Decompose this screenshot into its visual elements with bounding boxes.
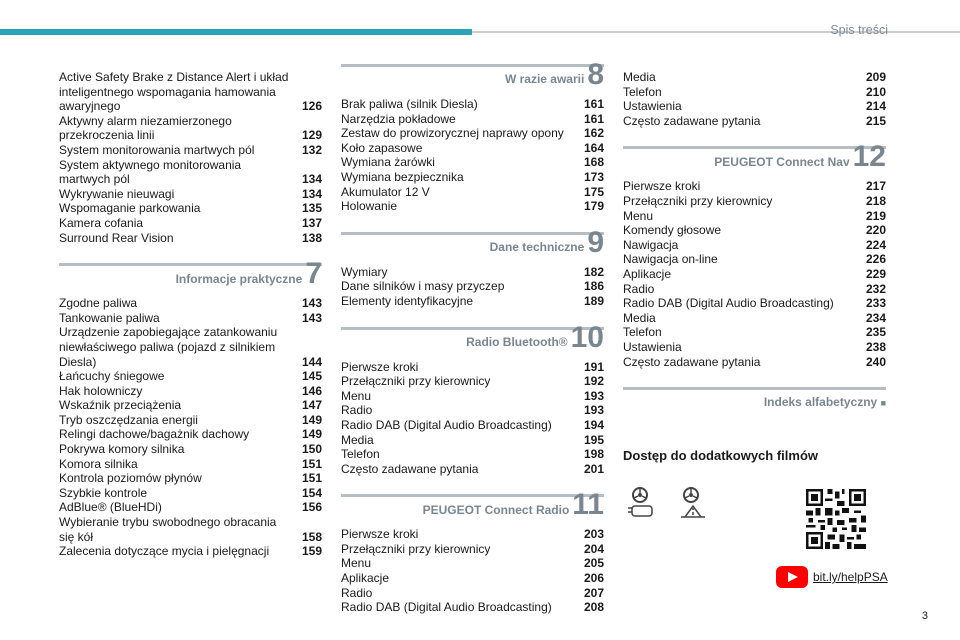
- toc-entry-page: 229: [865, 266, 886, 281]
- toc-entry-title: Menu: [341, 388, 372, 403]
- toc-entry-title: Szybkie kontrole: [59, 485, 148, 500]
- toc-entry-title: Aplikacje: [341, 571, 390, 586]
- toc-entry-title: Zestaw do prowizorycznej naprawy opony: [341, 126, 564, 141]
- toc-entry-title: Radio: [623, 281, 655, 296]
- toc-entry[interactable]: [341, 586, 604, 601]
- toc-entry[interactable]: [623, 355, 886, 370]
- toc-entry[interactable]: [59, 427, 322, 442]
- toc-entry-page: 218: [865, 193, 886, 208]
- toc-entry-page: 175: [583, 184, 604, 199]
- toc-list: [341, 265, 604, 309]
- toc-entry-title: Wskaźnik przeciążenia: [59, 398, 182, 413]
- toc-entry-title: Wspomaganie parkowania: [59, 201, 201, 216]
- toc-entry[interactable]: [623, 296, 886, 311]
- toc-entry-title: Pierwsze kroki: [623, 179, 701, 194]
- toc-entry-title: Active Safety Brake z Distance Alert i układ inteligentnego wspomagania hamowania awaryjnego: [59, 70, 289, 114]
- toc-entry-page: 210: [865, 84, 886, 99]
- steering-wheel-hand-icon: [626, 486, 662, 527]
- toc-entry[interactable]: [59, 114, 322, 143]
- toc-list: [59, 296, 322, 559]
- toc-entry-page: 126: [301, 99, 322, 114]
- chapter-header-8: [341, 58, 604, 94]
- toc-list: [341, 360, 604, 477]
- toc-entry-page: 189: [583, 293, 604, 308]
- steering-wheel-road-icon: [677, 486, 713, 527]
- chapter-rule: [623, 387, 886, 390]
- toc-entry-page: 193: [583, 403, 604, 418]
- toc-entry[interactable]: [623, 209, 886, 224]
- chapter-header-7: [59, 257, 322, 293]
- toc-entry-title: Telefon: [341, 447, 380, 462]
- toc-entry-page: 149: [301, 427, 322, 442]
- toc-entry[interactable]: [623, 85, 886, 100]
- toc-entry[interactable]: [623, 70, 886, 85]
- toc-entry-page: 134: [301, 186, 322, 201]
- toc-entry[interactable]: [59, 442, 322, 457]
- toc-entry-title: Wymiana bezpiecznika: [341, 169, 464, 184]
- toc-entry-page: 208: [583, 600, 604, 615]
- toc-entry[interactable]: [59, 216, 322, 231]
- toc-entry[interactable]: [623, 194, 886, 209]
- toc-entry-title: Przełączniki przy kierownicy: [623, 193, 773, 208]
- toc-entry-page: 179: [583, 199, 604, 214]
- toc-entry-title: Pokrywa komory silnika: [59, 442, 185, 457]
- toc-entry-title: Nawigacja on-line: [623, 252, 718, 267]
- toc-entry-title: Kontrola poziomów płynów: [59, 471, 202, 486]
- toc-entry-page: 129: [301, 128, 322, 143]
- toc-entry[interactable]: [341, 600, 604, 615]
- youtube-icon: [776, 566, 808, 588]
- toc-entry-page: 164: [583, 140, 604, 155]
- toc-entry[interactable]: [59, 544, 322, 559]
- toc-entry-title: Hak holowniczy: [59, 383, 143, 398]
- toc-entry-title: Media: [341, 432, 374, 447]
- toc-entry-page: 238: [865, 339, 886, 354]
- toc-entry-page: 154: [301, 485, 322, 500]
- toc-entry[interactable]: [341, 126, 604, 141]
- toc-entry[interactable]: [341, 199, 604, 214]
- toc-entry[interactable]: [341, 527, 604, 542]
- toc-entry-page: 215: [865, 113, 886, 128]
- toc-entry[interactable]: [341, 185, 604, 200]
- toc-entry[interactable]: [341, 447, 604, 462]
- header-accent-bar: [0, 29, 472, 35]
- toc-entry[interactable]: [623, 267, 886, 282]
- toc-entry-page: 159: [301, 544, 322, 559]
- toc-entry-page: 150: [301, 442, 322, 457]
- toc-entry-title: System monitorowania martwych pól: [59, 142, 255, 157]
- toc-list: [341, 97, 604, 214]
- toc-entry-page: 209: [865, 70, 886, 84]
- toc-entry-page: 205: [583, 556, 604, 571]
- toc-entry[interactable]: [59, 471, 322, 486]
- toc-entry[interactable]: [59, 500, 322, 515]
- toc-entry-page: 195: [583, 432, 604, 447]
- toc-entry[interactable]: [623, 252, 886, 267]
- toc-entry-title: Często zadawane pytania: [623, 354, 761, 369]
- toc-entry-title: System aktywnego monitorowania martwych pól: [59, 157, 242, 187]
- chapter-header-9: [341, 225, 604, 262]
- toc-entry[interactable]: [341, 418, 604, 433]
- toc-entry-page: 161: [583, 97, 604, 111]
- chapter-header-12: [623, 140, 886, 176]
- toc-entry-page: 207: [583, 585, 604, 600]
- toc-entry-page: 194: [583, 417, 604, 432]
- toc-list: [623, 179, 886, 369]
- toc-entry-page: 149: [301, 412, 322, 427]
- toc-entry-title: Zgodne paliwa: [59, 296, 138, 311]
- toc-entry[interactable]: [623, 223, 886, 238]
- toc-entry-title: Koło zapasowe: [341, 140, 423, 155]
- toc-entry[interactable]: [341, 403, 604, 418]
- toc-entry[interactable]: [59, 369, 322, 384]
- toc-entry-page: 193: [583, 388, 604, 403]
- toc-entry-page: 161: [583, 111, 604, 126]
- toc-entry[interactable]: [59, 413, 322, 428]
- toc-entry-page: 132: [301, 142, 322, 157]
- toc-entry-page: 182: [583, 264, 604, 279]
- index-header[interactable]: [623, 387, 886, 413]
- toc-column-1: [59, 70, 322, 559]
- toc-entry-title: Surround Rear Vision: [59, 230, 174, 245]
- toc-entry-page: 186: [583, 279, 604, 294]
- toc-entry-page: 168: [583, 155, 604, 170]
- chapter-header-11: [341, 488, 604, 524]
- toc-entry-title: Aktywny alarm niezamierzonego przekroczenia linii: [59, 113, 232, 143]
- toc-entry[interactable]: [341, 97, 604, 112]
- qr-code-icon[interactable]: [806, 489, 866, 549]
- toc-entry[interactable]: [623, 340, 886, 355]
- toc-entry-title: Dane silników i masy przyczep: [341, 279, 505, 294]
- toc-entry-page: 147: [301, 398, 322, 413]
- toc-entry-title: Ustawienia: [623, 99, 682, 114]
- chapter-title: PEUGEOT Connect Radio: [422, 502, 570, 517]
- toc-entry-title: Relingi dachowe/bagażnik dachowy: [59, 427, 250, 442]
- toc-entry[interactable]: [623, 325, 886, 340]
- toc-list: [341, 527, 604, 615]
- chapter-number: 11: [572, 488, 604, 522]
- toc-entry[interactable]: [59, 311, 322, 326]
- toc-entry-title: Radio: [341, 585, 373, 600]
- toc-entry[interactable]: [623, 311, 886, 326]
- index-link[interactable]: [764, 395, 886, 411]
- toc-entry-page: 137: [301, 215, 322, 230]
- toc-entry-page: 135: [301, 201, 322, 216]
- toc-entry-title: Komora silnika: [59, 456, 138, 471]
- chapter-number: 8: [587, 58, 604, 91]
- toc-entry-page: 134: [301, 172, 322, 187]
- toc-entry-title: Łańcuchy śniegowe: [59, 369, 165, 384]
- chapter-title: Dane techniczne: [489, 240, 585, 255]
- toc-entry-page: 232: [865, 281, 886, 296]
- toc-entry-page: 235: [865, 325, 886, 340]
- toc-entry[interactable]: [59, 457, 322, 472]
- chapter-title: PEUGEOT Connect Nav: [714, 154, 850, 169]
- toc-entry-title: Często zadawane pytania: [341, 461, 479, 476]
- toc-entry[interactable]: [59, 384, 322, 399]
- toc-entry-page: 198: [583, 447, 604, 462]
- toc-entry[interactable]: [59, 486, 322, 501]
- toc-entry[interactable]: [59, 201, 322, 216]
- toc-entry-title: Zalecenia dotyczące mycia i pielęgnacji: [59, 544, 270, 559]
- toc-entry[interactable]: [341, 360, 604, 375]
- toc-entry-page: 144: [301, 354, 322, 369]
- toc-entry-title: Akumulator 12 V: [341, 184, 430, 199]
- toc-entry-title: Menu: [623, 208, 654, 223]
- toc-entry[interactable]: [623, 282, 886, 297]
- chapter-number: 10: [570, 320, 604, 354]
- toc-entry-title: Często zadawane pytania: [623, 113, 761, 128]
- toc-entry-title: Holowanie: [341, 199, 398, 214]
- toc-entry-page: 201: [583, 461, 604, 476]
- toc-entry[interactable]: [341, 112, 604, 127]
- toc-entry[interactable]: [341, 556, 604, 571]
- toc-column-2: [341, 58, 604, 615]
- toc-entry-title: Wybieranie trybu swobodnego obracania się kół: [59, 515, 277, 544]
- toc-entry-page: 151: [301, 456, 322, 471]
- toc-entry[interactable]: [59, 231, 322, 246]
- toc-entry[interactable]: [623, 179, 886, 194]
- toc-entry[interactable]: [623, 238, 886, 253]
- toc-entry[interactable]: [59, 143, 322, 158]
- toc-entry[interactable]: [341, 374, 604, 389]
- toc-entry-title: Aplikacje: [623, 266, 672, 281]
- toc-entry-title: Radio DAB (Digital Audio Broadcasting): [341, 600, 552, 615]
- toc-entry-page: 234: [865, 310, 886, 325]
- index-marker: ■: [880, 398, 886, 409]
- toc-entry-page: 206: [583, 571, 604, 586]
- toc-list: [623, 70, 886, 128]
- chapter-number: 12: [852, 140, 886, 174]
- toc-entry[interactable]: [59, 515, 322, 544]
- toc-entry-title: Narzędzia pokładowe: [341, 111, 456, 126]
- toc-entry-page: 143: [301, 310, 322, 325]
- toc-entry-title: Media: [623, 310, 656, 325]
- toc-entry[interactable]: [341, 265, 604, 280]
- toc-entry[interactable]: [59, 398, 322, 413]
- youtube-link-text[interactable]: bit.ly/helpPSA: [813, 570, 888, 584]
- toc-entry-page: 191: [583, 359, 604, 374]
- toc-list: [59, 70, 322, 245]
- section-title: Spis treści: [830, 23, 888, 37]
- youtube-link[interactable]: [776, 566, 888, 588]
- toc-entry[interactable]: [59, 187, 322, 202]
- toc-entry-page: 156: [301, 500, 322, 515]
- toc-entry[interactable]: [59, 70, 322, 114]
- toc-entry-title: Telefon: [623, 325, 662, 340]
- chapter-number: 9: [587, 225, 604, 259]
- toc-entry[interactable]: [59, 158, 322, 187]
- chapter-title: W razie awarii: [504, 72, 585, 87]
- toc-entry-page: 214: [865, 99, 886, 114]
- toc-entry-page: 138: [301, 230, 322, 245]
- page-number: 3: [921, 610, 928, 622]
- toc-entry[interactable]: [341, 155, 604, 170]
- toc-entry-title: Komendy głosowe: [623, 223, 722, 238]
- toc-entry-page: 204: [583, 541, 604, 556]
- toc-entry[interactable]: [341, 170, 604, 185]
- toc-entry-page: 240: [865, 354, 886, 369]
- toc-entry-page: 143: [301, 296, 322, 311]
- toc-entry-title: Radio DAB (Digital Audio Broadcasting): [341, 417, 552, 432]
- toc-entry[interactable]: [59, 325, 322, 369]
- toc-entry-page: 158: [301, 529, 322, 544]
- toc-entry-title: Przełączniki przy kierownicy: [341, 541, 491, 556]
- index-title: Indeks alfabetyczny: [763, 395, 878, 410]
- toc-entry-title: Tankowanie paliwa: [59, 310, 160, 325]
- toc-entry-page: 233: [865, 296, 886, 311]
- toc-entry-title: Wymiary: [341, 264, 388, 279]
- toc-entry-title: Radio: [341, 403, 373, 418]
- chapter-header-10: [341, 320, 604, 357]
- toc-column-3: [623, 70, 886, 413]
- toc-entry-title: Pierwsze kroki: [341, 527, 419, 542]
- toc-entry-page: 226: [865, 252, 886, 267]
- toc-entry-title: Kamera cofania: [59, 215, 144, 230]
- toc-entry-title: Tryb oszczędzania energii: [59, 412, 198, 427]
- toc-entry-title: Menu: [341, 556, 372, 571]
- chapter-title: Radio Bluetooth®: [466, 334, 568, 349]
- toc-entry-title: AdBlue® (BlueHDi): [59, 500, 162, 515]
- toc-entry-title: Ustawienia: [623, 339, 682, 354]
- toc-entry-page: 219: [865, 208, 886, 223]
- toc-entry-title: Elementy identyfikacyjne: [341, 293, 474, 308]
- toc-entry-title: Przełączniki przy kierownicy: [341, 374, 491, 389]
- toc-entry[interactable]: [341, 279, 604, 294]
- toc-entry[interactable]: [341, 433, 604, 448]
- toc-entry[interactable]: [341, 542, 604, 557]
- toc-entry-page: 203: [583, 527, 604, 542]
- toc-entry[interactable]: [341, 294, 604, 309]
- toc-entry[interactable]: [59, 296, 322, 311]
- toc-entry-title: Nawigacja: [623, 237, 679, 252]
- toc-entry-page: 220: [865, 223, 886, 238]
- chapter-number: 7: [305, 257, 322, 291]
- toc-entry-title: Pierwsze kroki: [341, 359, 419, 374]
- toc-entry-page: 217: [865, 179, 886, 194]
- toc-entry-page: 162: [583, 126, 604, 141]
- toc-entry-page: 151: [301, 471, 322, 486]
- toc-entry-title: Radio DAB (Digital Audio Broadcasting): [623, 296, 834, 311]
- toc-entry[interactable]: [341, 571, 604, 586]
- toc-entry-page: 146: [301, 383, 322, 398]
- toc-entry-title: Media: [623, 70, 656, 84]
- toc-entry-title: Wymiana żarówki: [341, 155, 435, 170]
- toc-entry-title: Wykrywanie nieuwagi: [59, 186, 175, 201]
- chapter-title: Informacje praktyczne: [175, 271, 303, 286]
- toc-entry[interactable]: [623, 99, 886, 114]
- toc-entry-page: 224: [865, 237, 886, 252]
- toc-entry[interactable]: [341, 141, 604, 156]
- toc-entry[interactable]: [341, 389, 604, 404]
- toc-entry[interactable]: [341, 462, 604, 477]
- toc-entry-title: Urządzenie zapobiegające zatankowaniu niewłaściwego paliwa (pojazd z silnikiem Diesla): [59, 325, 278, 369]
- toc-entry[interactable]: [623, 114, 886, 129]
- toc-entry-page: 145: [301, 369, 322, 384]
- toc-entry-title: Brak paliwa (silnik Diesla): [341, 97, 478, 111]
- toc-entry-page: 173: [583, 169, 604, 184]
- toc-entry-page: 192: [583, 374, 604, 389]
- toc-entry-title: Telefon: [623, 84, 662, 99]
- video-section-heading: Dostęp do dodatkowych filmów: [623, 448, 819, 463]
